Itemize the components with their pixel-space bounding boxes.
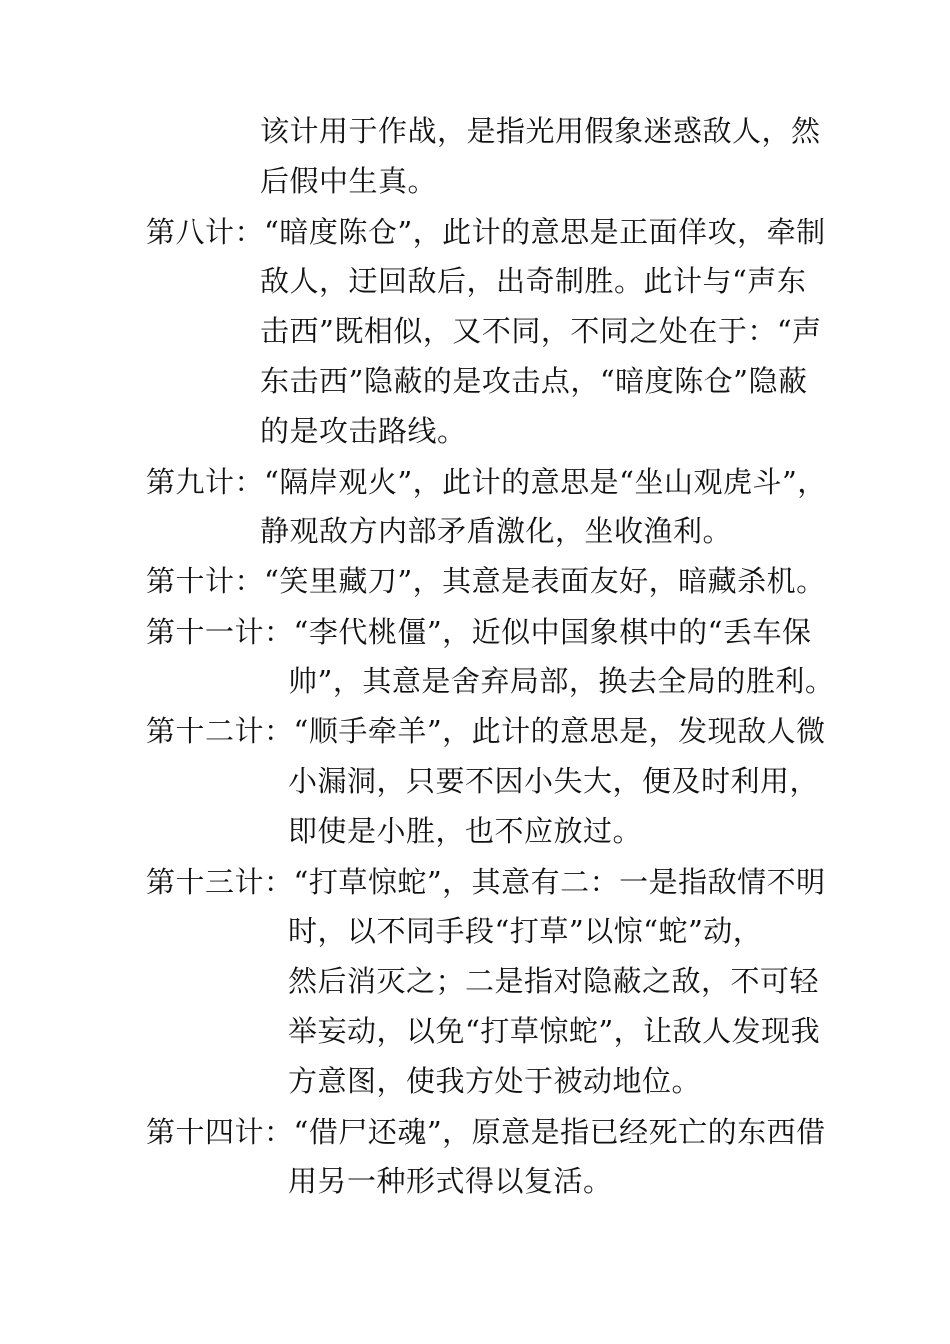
- text-line: 时，以不同手段“打草”以惊“蛇”动，: [288, 914, 763, 948]
- text-line: 第十二计：“顺手牵羊”，此计的意思是，发现敌人微: [146, 714, 826, 748]
- text-line: 静观敌方内部矛盾激化，坐收渔利。: [260, 514, 733, 548]
- text-line: 第十计：“笑里藏刀”，其意是表面友好，暗藏杀机。: [146, 564, 826, 598]
- text-line: 然后消灭之；二是指对隐蔽之敌，不可轻: [288, 964, 820, 998]
- text-line: 方意图，使我方处于被动地位。: [288, 1064, 702, 1098]
- text-line: 第十四计：“借尸还魂”，原意是指已经死亡的东西借: [146, 1115, 826, 1149]
- text-line: 击西”既相似，又不同，不同之处在于：“声: [260, 314, 822, 348]
- text-line: 第八计：“暗度陈仓”，此计的意思是正面佯攻，牵制: [146, 215, 826, 249]
- text-line: 小漏洞，只要不因小失大，便及时利用，: [288, 764, 820, 798]
- text-line: 第十一计：“李代桃僵”，近似中国象棋中的“丢车保: [146, 615, 812, 649]
- text-line: 即使是小胜，也不应放过。: [288, 814, 643, 848]
- text-line: 敌人，迂回敌后，出奇制胜。此计与“声东: [260, 264, 807, 298]
- text-line: 用另一种形式得以复活。: [288, 1164, 613, 1198]
- text-line: 帅”，其意是舍弃局部，换去全局的胜利。: [288, 664, 835, 698]
- text-line: 该计用于作战，是指光用假象迷惑敌人，然: [260, 114, 821, 148]
- text-line: 第九计：“隔岸观火”，此计的意思是“坐山观虎斗”，: [146, 465, 827, 499]
- text-line: 第十三计：“打草惊蛇”，其意有二：一是指敌情不明: [146, 865, 826, 899]
- text-line: 后假中生真。: [260, 164, 438, 198]
- text-line: 的是攻击路线。: [260, 414, 467, 448]
- text-line: 举妄动，以免“打草惊蛇”，让敌人发现我: [288, 1014, 821, 1048]
- text-line: 东击西”隐蔽的是攻击点，“暗度陈仓”隐蔽: [260, 364, 808, 398]
